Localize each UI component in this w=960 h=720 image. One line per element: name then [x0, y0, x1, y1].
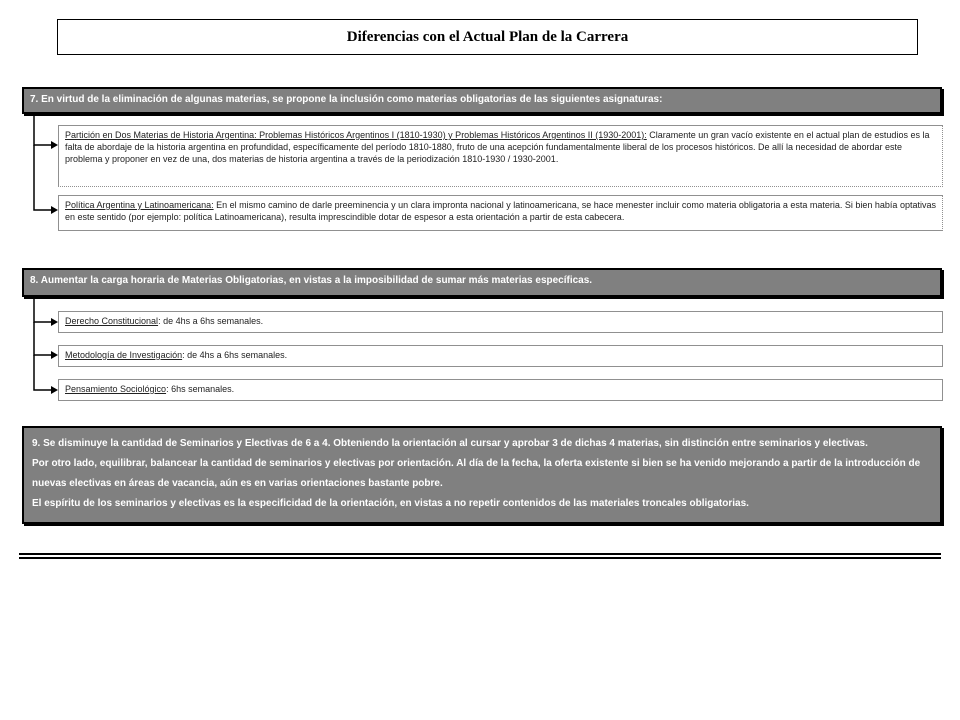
section-8-item-2-text: : de 4hs a 6hs semanales. [182, 350, 288, 360]
section-7-item-2 [58, 195, 943, 231]
section-7-item-2-text: En el mismo camino de darle preeminencia y un clara impronta nacional y latinoamericana, se hace menester incluir como materia obligatoria a esta materia. Si bien había optativas en este sentido (por ejemplo: política Latinoamericana), resulta imprescindible dotar de espesor a esta orientación a partir de esta cabecera. [65, 200, 936, 222]
section-8-item-3 [58, 379, 943, 401]
connector-8-1 [34, 297, 52, 322]
bottom-double-rule [19, 553, 941, 559]
section-9-box [22, 426, 942, 524]
connector-8-2 [34, 322, 52, 355]
section-8-item-3-text: : 6hs semanales. [166, 384, 235, 394]
arrowhead-7-1 [51, 141, 58, 149]
section-7-item-1 [58, 125, 943, 187]
arrowhead-7-2 [51, 206, 58, 214]
section-7-item-1-label: Partición en Dos Materias de Historia Argentina: Problemas Históricos Argentinos I (1810-1930) y Problemas Históricos Argentinos II (1930-2001): [65, 130, 647, 140]
section-8-header-text: 8. Aumentar la carga horaria de Materias Obligatorias, en vistas a la imposibilidad de sumar más materias específicas. [30, 275, 593, 286]
section-8-item-1-label: Derecho Constitucional [65, 316, 159, 326]
section-8-item-1-text: : de 4hs a 6hs semanales. [158, 316, 264, 326]
section-7-item-2-label: Política Argentina y Latinoamericana: [65, 200, 214, 210]
section-8-item-2-label: Metodología de Investigación [65, 350, 183, 360]
arrowhead-8-3 [51, 386, 58, 394]
section-8-item-2 [58, 345, 943, 367]
section-9-paragraph-1: 9. Se disminuye la cantidad de Seminarios y Electivas de 6 a 4. Obteniendo la orientación al cursar y aprobar 3 de dichas 4 materias, sin distinción entre seminarios y electivas. [32, 438, 868, 449]
section-9-paragraph-3: El espíritu de los seminarios y electivas es la especificidad de la orientación, en vistas a no repetir contenidos de las materiales troncales obligatorias. [32, 498, 749, 509]
connector-7-1 [34, 114, 52, 145]
arrowhead-8-2 [51, 351, 58, 359]
section-8-item-1 [58, 311, 943, 333]
section-8-header [22, 268, 942, 297]
section-7-item-1-text: Claramente un gran vacío existente en el actual plan de estudios es la falta de abordaje de la historia argentina en profundidad, específicamente del período 1810-1880, fruto de una acepción fundamentalmente liberal de los procesos históricos. De allí la necesidad de abordar este problema y proponer en vez de una, dos materias de historia argentina a través de la periodización 1810-1930 / 1930-2001. [65, 130, 930, 164]
section-7-header-text: 7. En virtud de la eliminación de algunas materias, se propone la inclusión como materias obligatorias de las siguientes asignaturas: [30, 94, 663, 105]
section-8-item-3-label: Pensamiento Sociológico [65, 384, 167, 394]
connector-8-3 [34, 355, 52, 390]
connector-7-2 [34, 145, 52, 210]
section-9-paragraph-2: Por otro lado, equilibrar, balancear la cantidad de seminarios y electivas por orientación. Al día de la fecha, la oferta existente si bien se ha venido mejorando a partir de la introducción de nuevas electivas en áreas de vacancia, aún es en varias orientaciones bastante pobre. [32, 458, 921, 489]
page-title-text: Diferencias con el Actual Plan de la Carrera [346, 28, 629, 45]
section-7-header [22, 87, 942, 114]
arrowhead-8-1 [51, 318, 58, 326]
